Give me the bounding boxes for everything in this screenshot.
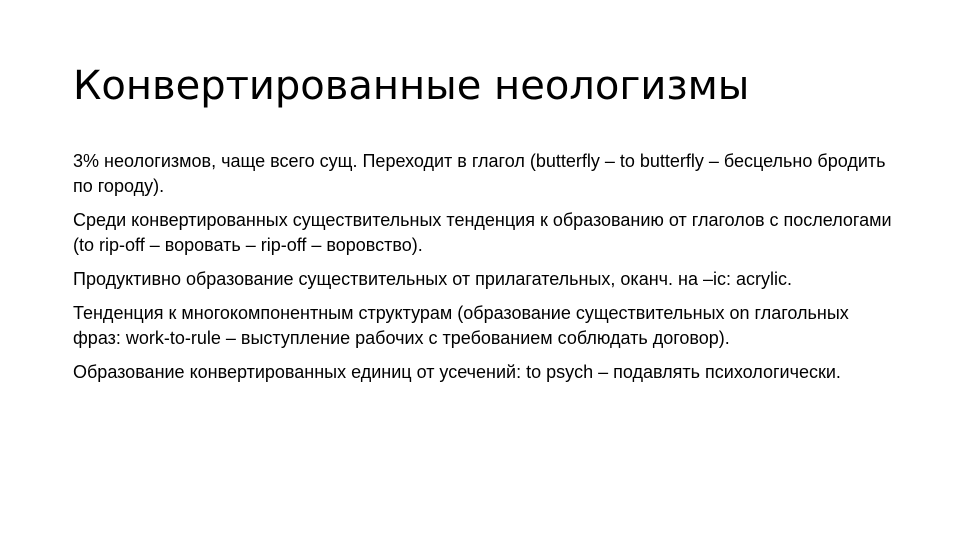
paragraph-butterfly: 3% неологизмов, чаще всего сущ. Переходит в глагол (butterfly – to butterfly – бесцельно бродить по городу). <box>73 151 886 196</box>
body-text-list <box>73 149 893 394</box>
paragraph-psych: Образование конвертированных единиц от усечений: to psych – подавлять психологически. <box>73 362 841 382</box>
paragraph-rip-off: Среди конвертированных существительных тенденция к образованию от глаголов с послелогами (to rip-off – воровать – rip-off – воровство). <box>73 210 892 255</box>
paragraph-work-to-rule: Тенденция к многокомпонентным структурам (образование существительных on глагольных фраз: work-to-rule – выступление рабочих с требованием соблюдать договор). <box>73 303 849 348</box>
slide-title: Конвертированные неологизмы <box>73 63 750 109</box>
paragraph-acrylic: Продуктивно образование существительных от прилагательных, оканч. на –ic: acrylic. <box>73 269 792 289</box>
